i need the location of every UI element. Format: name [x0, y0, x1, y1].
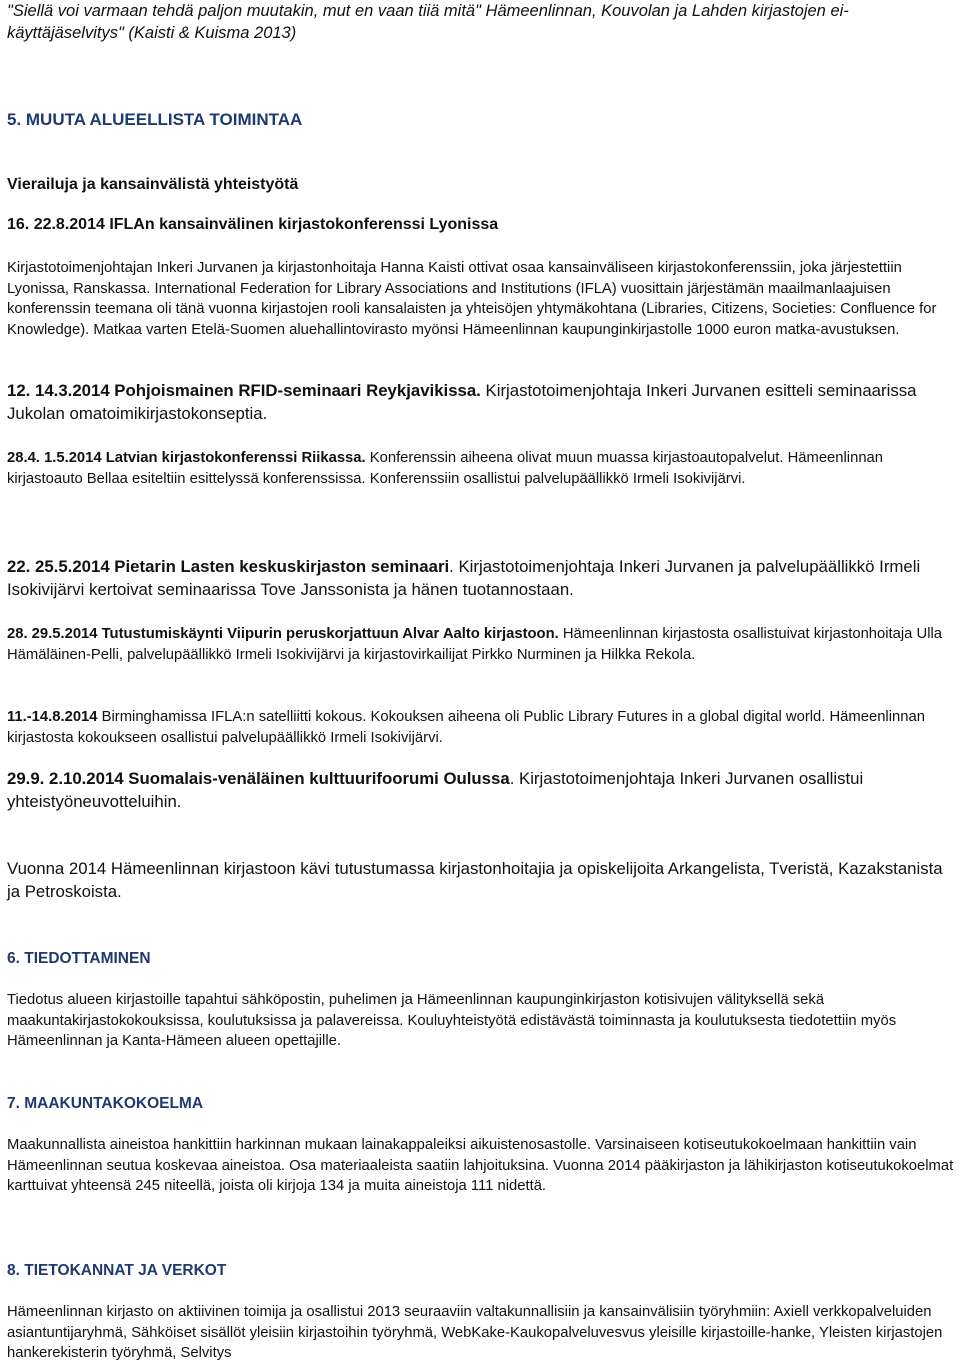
section-8-paragraph: Hämeenlinnan kirjasto on aktiivinen toimija ja osallistui 2013 seuraaviin valtakunnallisiin ja kansainvälisiin työryhmiin: Axiell verkkopalveluiden asiantuntijaryhmä, Sähköiset sisällöt yleisiin kirjastoihin työryhmä, WebKake-Kaukopalveluvesvus yleisille kirjastoille-hanke, Yleisten kirjastojen hankerekisterin työryhmä, Selvitys — [7, 1304, 943, 1361]
spb-title: 22. 25.5.2014 Pietarin Lasten keskuskirjaston seminaari — [7, 557, 450, 576]
birmingham-text: Birminghamissa IFLA:n satelliitti kokous. Kokouksen aiheena oli Public Library Futures in a global digital world. Hämeenlinnan kirjastosta kokoukseen osallistui palvelupäällikkö Irmeli Isokivijärvi. — [7, 709, 925, 746]
viipuri-title: 28. 29.5.2014 Tutustumiskäynti Viipurin peruskorjattuun Alvar Aalto kirjastoon. — [7, 626, 559, 642]
birmingham-title: 11.-14.8.2014 — [7, 709, 98, 725]
rfid-text: Kirjastotoimenjohtaja Inkeri Jurvanen esitteli seminaarissa Jukolan omatoimikirjastokonseptia. — [7, 381, 917, 423]
rfid-title: 12. 14.3.2014 Pohjoismainen RFID-seminaari Reykjavikissa. — [7, 381, 481, 400]
spb-paragraph — [7, 556, 957, 601]
oulu-title: 29.9. 2.10.2014 Suomalais-venäläinen kulttuurifoorumi Oulussa — [7, 769, 510, 788]
section-5-subheading: Vierailuja ja kansainvälistä yhteistyötä — [7, 176, 299, 193]
ifla-paragraph: Kirjastotoimenjohtajan Inkeri Jurvanen ja kirjastonhoitaja Hanna Kaisti ottivat osaa kansainväliseen kirjastokonferenssiin, joka järjestettiin Lyonissa, Ranskassa. International Federation for Library Associations and Institutions (IFLA) vuosittain järjestämän maailmanlaajuisen konferenssin teemana oli tänä vuonna kirjastojen rooli kansalaisten ja yhteisöjen yhtymäkohtana (Libraries, Citizens, Societies: Confluence for Knowledge). Matkaa varten Etelä-Suomen aluehallintovirasto myönsi Hämeenlinnan kaupunginkirjastolle 1000 euron matka-avustuksen. — [7, 260, 937, 338]
section-7-paragraph: Maakunnallista aineistoa hankittiin harkinnan mukaan lainakappaleiksi aikuistenosastolle. Varsinaiseen kotiseutukokoelmaan hankittiin vain Hämeenlinnan seutua koskevaa aineistoa. Osa materiaaleista saatiin lahjoituksina. Vuonna 2014 pääkirjaston ja lähikirjaston kotiseutukokoelmat karttuivat yhteensä 245 niteellä, joista oli kirjoja 134 ja muita aineistoja 111 nidettä. — [7, 1137, 954, 1194]
rfid-paragraph — [7, 380, 957, 425]
latvia-title: 28.4. 1.5.2014 Latvian kirjastokonferenssi Riikassa. — [7, 450, 366, 466]
section-8-heading: 8. TIETOKANNAT JA VERKOT — [7, 1262, 227, 1279]
header-quote: "Siellä voi varmaan tehdä paljon muutakin, mut en vaan tiiä mitä" Hämeenlinnan, Kouvolan ja Lahden kirjastojen ei-käyttäjäselvitys" (Kaisti & Kuisma 2013) — [7, 2, 849, 42]
latvia-text: Konferenssin aiheena olivat muun muassa kirjastoautopalvelut. Hämeenlinnan kirjastoauto Bellaa esiteltiin esittelyssä konferenssissa. Konferenssiin osallistui palvelupäällikkö Irmeli Isokivijärvi. — [7, 450, 884, 487]
section-6-heading: 6. TIEDOTTAMINEN — [7, 950, 151, 967]
ifla-title: 16. 22.8.2014 IFLAn kansainvälinen kirjastokonferenssi Lyonissa — [7, 216, 499, 233]
viipuri-paragraph — [7, 624, 957, 665]
oulu-text: . Kirjastotoimenjohtaja Inkeri Jurvanen osallistui yhteistyöneuvotteluihin. — [7, 769, 864, 811]
section-5-heading: 5. MUUTA ALUEELLISTA TOIMINTAA — [7, 110, 303, 129]
visits-paragraph: Vuonna 2014 Hämeenlinnan kirjastoon kävi tutustumassa kirjastonhoitajia ja opiskelijoita Arkangelista, Tveristä, Kazakstanista ja Petroskoista. — [7, 859, 943, 901]
spb-text: . Kirjastotoimenjohtaja Inkeri Jurvanen ja palvelupäällikkö Irmeli Isokivijärvi kertoivat seminaarissa Tove Janssonista ja hänen tuotannostaan. — [7, 557, 921, 599]
section-7-heading: 7. MAAKUNTAKOKOELMA — [7, 1095, 204, 1112]
viipuri-text: Hämeenlinnan kirjastosta osallistuivat kirjastonhoitaja Ulla Hämäläinen-Pelli, palvelupäällikkö Irmeli Isokivijärvi ja kirjastovirkailijat Pirkko Nurminen ja Hilkka Rekola. — [7, 626, 943, 663]
birmingham-paragraph — [7, 707, 957, 748]
latvia-paragraph — [7, 448, 957, 489]
oulu-paragraph — [7, 768, 957, 813]
section-6-paragraph: Tiedotus alueen kirjastoille tapahtui sähköpostin, puhelimen ja Hämeenlinnan kaupunginkirjaston kotisivujen välityksellä sekä maakuntakirjastokokouksissa, koulutuksissa ja palavereissa. Kouluyhteistyötä edistävästä toiminnasta ja koulutuksesta tiedotettiin myös Hämeenlinnan ja Kanta-Hämeen alueen opettajille. — [7, 992, 897, 1049]
